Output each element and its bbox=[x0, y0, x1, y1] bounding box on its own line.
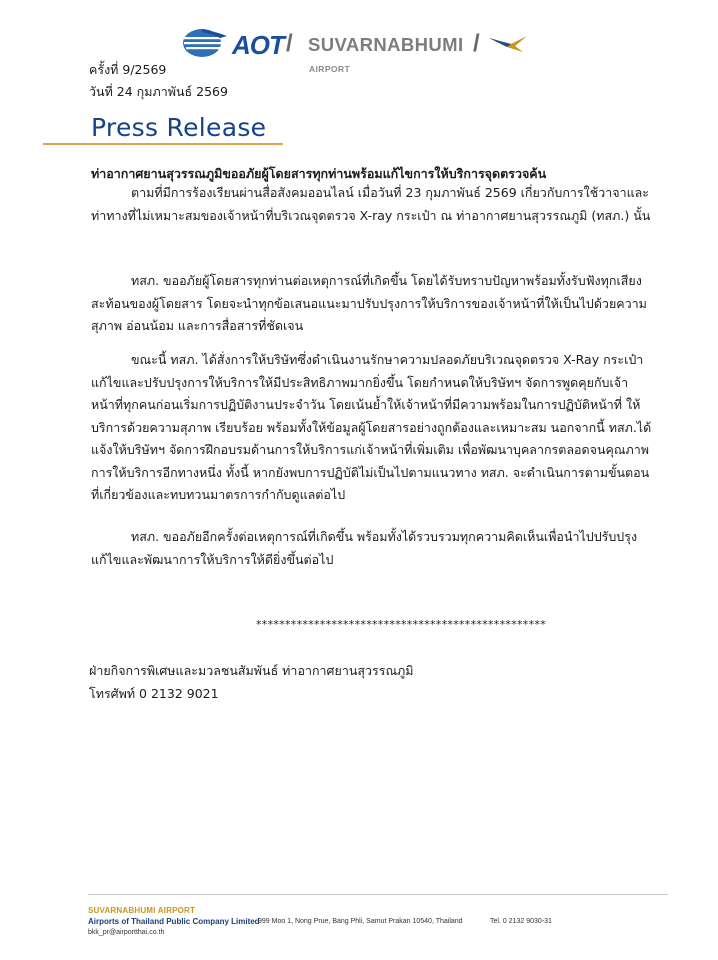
footer-address: 999 Moo 1, Nong Prue, Bang Phli, Samut Prakan 10540, Thailand bbox=[258, 918, 463, 925]
title-underline bbox=[43, 143, 283, 145]
body-paragraph-2 bbox=[91, 270, 655, 338]
footer-company-name: Airports of Thailand Public Company Limited bbox=[88, 917, 260, 926]
suvarnabhumi-logo-text: SUVARNABHUMI bbox=[308, 34, 464, 55]
airport-bird-icon bbox=[487, 34, 529, 54]
header-logos bbox=[182, 22, 542, 72]
release-date: วันที่ 24 กุมภาพันธ์ 2569 bbox=[89, 84, 228, 99]
paragraph-text: ตามที่มีการร้องเรียนผ่านสื่อสังคมออนไลน์ เมื่อวันที่ 23 กุมภาพันธ์ 2569 เกี่ยวกับการใช้วาจาและท่าทางที่ไม่เหมาะสมของเจ้าหน้าที่บริเวณจุดตรวจ X-ray กระเป๋า ณ ท่าอากาศยานสุวรรณภูมิ (ทสภ.) นั้น bbox=[91, 185, 651, 223]
body-paragraph-3 bbox=[91, 349, 655, 507]
paragraph-text: ขณะนี้ ทสภ. ได้สั่งการให้บริษัทซึ่งดำเนินงานรักษาความปลอดภัยบริเวณจุดตรวจ X-Ray กระเป๋า แก้ไขและปรับปรุงการให้บริการให้มีประสิทธิภาพมากยิ่งขึ้น โดยกำหนดให้บริษัทฯ จัดการพูดคุยกับเจ้าหน้าที่ทุกคนก่อนเริ่มการปฏิบัติงานประจำวัน โดยเน้นย้ำให้เจ้าหน้าที่มีความพร้อมในการปฏิบัติหน้าที่ ให้บริการด้วยความสุภาพ เรียบร้อย พร้อมทั้งให้ข้อมูลผู้โดยสารอย่างถูกต้องและเหมาะสม นอกจากนี้ ทสภ.ได้แจ้งให้บริษัทฯ จัดการฝึกอบรมด้านการให้บริการแก่เจ้าหน้าที่เพิ่มเติม เพื่อพัฒนาบุคลากรตลอดจนคุณภาพการให้บริการอีกทางหนึ่ง ทั้งนี้ หากยังพบการปฏิบัติไม่เป็นไปตามแนวทาง ทสภ. จะดำเนินการตามขั้นตอนที่เกี่ยวข้องและทบทวนมาตรการกำกับดูแลต่อไป bbox=[91, 352, 652, 502]
paragraph-text: ทสภ. ขออภัยอีกครั้งต่อเหตุการณ์ที่เกิดขึ้น พร้อมทั้งได้รวบรวมทุกความคิดเห็นเพื่อนำไปปรับปรุงแก้ไขและพัฒนาการให้บริการให้ดียิ่งขึ้นต่อไป bbox=[91, 529, 638, 567]
contact-phone: โทรศัพท์ 0 2132 9021 bbox=[89, 686, 219, 701]
aot-logo-text: AOT bbox=[232, 30, 284, 60]
body-paragraph-1 bbox=[91, 182, 655, 227]
footer-phone: Tel. 0 2132 9030-31 bbox=[490, 918, 552, 925]
body-paragraph-4 bbox=[91, 526, 655, 571]
contact-department: ฝ่ายกิจการพิเศษและมวลชนสัมพันธ์ ท่าอากาศยานสุวรรณภูมิ bbox=[89, 663, 414, 678]
press-release-title: Press Release bbox=[91, 113, 267, 142]
footer-divider bbox=[88, 894, 668, 895]
paragraph-text: ทสภ. ขออภัยผู้โดยสารทุกท่านต่อเหตุการณ์ที่เกิดขึ้น โดยได้รับทราบปัญหาพร้อมทั้งรับฟังทุกเสียงสะท้อนของผู้โดยสาร โดยจะนำทุกข้อเสนอแนะมาปรับปรุงการให้บริการของเจ้าหน้าที่ให้เป็นไปด้วยความสุภาพ อ่อนน้อม และการสื่อสารที่ชัดเจน bbox=[91, 273, 647, 333]
logo-separator: / bbox=[473, 30, 480, 57]
headline: ท่าอากาศยานสุวรรณภูมิขออภัยผู้โดยสารทุกท่านพร้อมแก้ไขการให้บริการจุดตรวจค้น bbox=[91, 166, 547, 181]
footer-email[interactable]: bkk_pr@airportthai.co.th bbox=[88, 929, 165, 936]
airport-logo-subtext: AIRPORT bbox=[309, 64, 351, 74]
aot-logo-icon bbox=[182, 28, 228, 58]
footer-airport-name: SUVARNABHUMI AIRPORT bbox=[88, 906, 196, 915]
release-number: ครั้งที่ 9/2569 bbox=[89, 62, 167, 77]
logo-separator: / bbox=[286, 30, 293, 57]
end-separator: ************************************************** bbox=[256, 618, 546, 631]
